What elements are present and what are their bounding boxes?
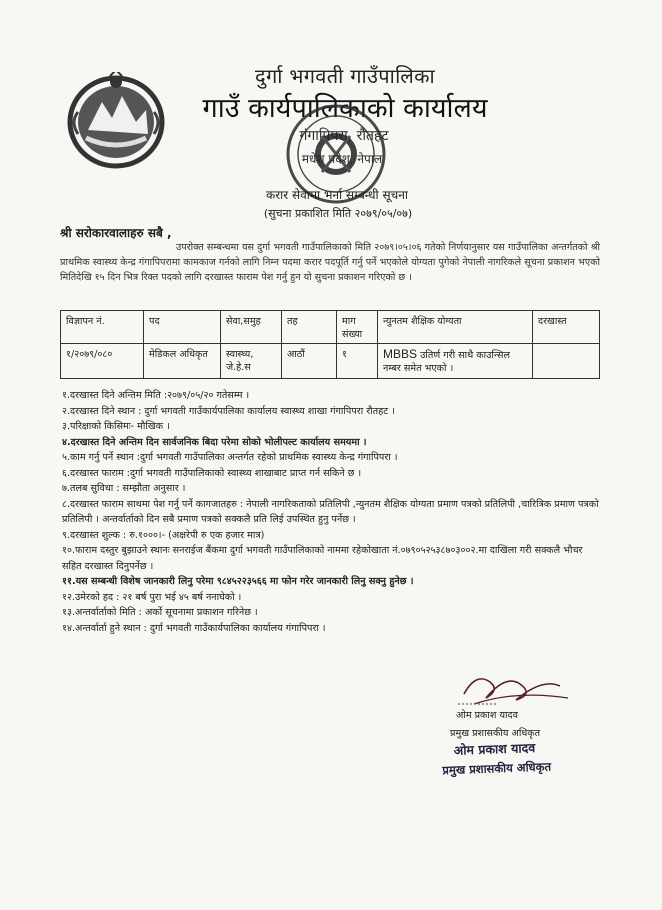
notice-body-text: उपरोक्त सम्बन्धमा यस दुर्गा भगवती गाउँपालिकाको मिति २०७९।०५।०६ गतेको निर्णयानुसार यस गाउँपालिका अन्तर्गतको श्री प्राथमिक स्वास्थ्य केन्द्र गंगापिपरामा कामकाज गर्नको लागि निम्न पदमा करार पदपूर्ति गर्नु पर्ने भएकोले योग्यता पुगेको नेपाली नागरिकले सूचना प्रकाशन भएको मितिदेखि १५ दिन भित्र रिक्त पदको लागि दरखास्त फाराम पेश गर्नु हुन यो सुचना प्रकाशन गरिएको छ । xyxy=(60,242,600,283)
cell-application xyxy=(533,344,600,379)
col-application: दरखास्त xyxy=(533,311,600,344)
list-item: १०.फाराम दस्तुर बुझाउने स्थानः सनराईज बैंकमा दुर्गा भगवती गाउँपालिकाको नाममा रहेकोखाता नं.०७९०५२५३८७०३००२.मा दाखिला गरी सक्कलै भौचर सहित दरखास्त दिनुपर्नेछ । xyxy=(62,545,583,572)
col-ad-no: विज्ञापन नं. xyxy=(61,311,144,344)
stamp-designation: प्रमुख प्रशासकीय अधिकृत xyxy=(442,759,552,778)
list-item: ४.दरखास्त दिने अन्तिम दिन सार्वजनिक बिदा परेमा सोको भोलीपल्ट कार्यालय समयमा । xyxy=(62,436,367,448)
cell-level: आठौं xyxy=(282,344,337,379)
list-item: १३.अन्तर्वार्ताको मिति : अर्को सूचनामा प्रकाशन गरिनेछ । xyxy=(62,607,258,618)
col-service: सेवा,समुह xyxy=(221,311,282,344)
cell-post: मेडिकल अधिकृत xyxy=(144,344,221,379)
cell-qualification xyxy=(378,344,533,379)
list-item: १२.उमेरको हद : २१ बर्ष पुरा भई ४५ बर्ष ननाघेको । xyxy=(62,591,242,603)
list-item: १४.अन्तर्वार्ता हुने स्थान : दुर्गा भगवती गाउँकार्यपालिका कार्यालय गंगापिपरा । xyxy=(62,622,326,634)
list-item: ११.यस सम्बन्धी विशेष जानकारी लिनु परेमा ९८४५२२३५६६ मा फोन गरेर जानकारी लिनु सक्नु हुनेछ । xyxy=(62,576,414,587)
list-item: ९.दरखास्त शुल्क : रु.१०००।- (अक्षरेपी रु एक हजार मात्र) xyxy=(62,529,265,541)
table-header-row xyxy=(61,311,600,344)
office-name: गाउँ कार्यपालिकाको कार्यालय xyxy=(202,93,488,124)
handwritten-signature xyxy=(456,664,576,714)
notice-subtitle: (सुचना प्रकाशित मिति २०७९/०५/०७) xyxy=(263,207,413,220)
municipality-name: दुर्गा भगवती गाउँपालिका xyxy=(255,64,435,88)
qualification-degree: MBBS xyxy=(383,347,418,361)
list-item: ६.दरखास्त फाराम :दुर्गा भगवती गाउँपालिकाको स्वास्थ्य शाखाबाट प्राप्त गर्न सकिने छ । xyxy=(62,467,362,479)
cell-count: १ xyxy=(337,344,378,379)
cell-ad-no: १/२०७९/०८० xyxy=(61,344,144,379)
salutation: श्री सरोकारवालाहरु सबै , xyxy=(60,226,172,240)
signatory-designation: प्रमुख प्रशासकीय अधिकृत xyxy=(450,728,541,739)
list-item: ३.परिक्षाको किसिमः- मौखिक । xyxy=(62,421,170,432)
office-place: गंगापिपरा, रौतहट xyxy=(299,128,389,144)
notice-body xyxy=(60,240,600,285)
list-item: ८.दरखास्त फाराम साथमा पेश गर्नु पर्ने कागजातहरु : नेपाली नागरिकताको प्रतिलिपी ,न्युनतम शैक्षिक योग्यता प्रमाण पत्रको प्रतिलिपी ,चारित्रिक प्रमाण पत्रको प्रतिलिपी । अन्तर्वार्ताको दिन सबै प्रमाण पत्रको सक्कलै प्रति लिई उपस्थित हुनु पर्नेछ । xyxy=(62,498,599,525)
col-qualification: न्युनतम शैक्षिक योग्यता xyxy=(378,311,533,344)
office-region: मधेश प्रदेश, नेपाल xyxy=(301,152,383,166)
col-level: तह xyxy=(282,311,337,344)
list-item: ७.तलब सुविधा : सम्झौता अनुसार । xyxy=(62,483,186,494)
name-stamp xyxy=(441,738,572,779)
notice-title: करार सेवामा भर्ना सम्बन्धी सूचना xyxy=(266,188,408,202)
col-post: पद xyxy=(144,311,221,344)
list-item: २.दरखास्त दिने स्थान : दुर्गा भगवती गाउँकार्यपालिका कार्यालय स्वास्थ्य शाखा गंगापिपरा रौतहट । xyxy=(62,405,395,417)
signatory-name: ओम प्रकाश यादव xyxy=(456,710,518,721)
col-count: माग संख्या xyxy=(337,311,378,344)
stamp-name: ओम प्रकाश यादव xyxy=(453,740,536,758)
terms-list xyxy=(62,388,602,636)
qualification-detail: उतिर्ण गरी साथै काउन्सिल नम्बर समेत भएको । xyxy=(383,350,510,374)
list-item: ५.काम गर्नु पर्ने स्थान :दुर्गा भगवती गाउँपालिका अन्तर्गत रहेको प्राथमिक स्वास्थ्य केन्द्र गंगापिपरा । xyxy=(62,452,398,463)
cell-service: स्वास्थ्य, जे.हे.स xyxy=(221,344,282,379)
list-item: १.दरखास्त दिने अन्तिम मिति :२०७९/०५/२० गतेसम्म । xyxy=(62,390,250,401)
table-row xyxy=(61,344,600,379)
vacancy-table xyxy=(60,310,600,379)
